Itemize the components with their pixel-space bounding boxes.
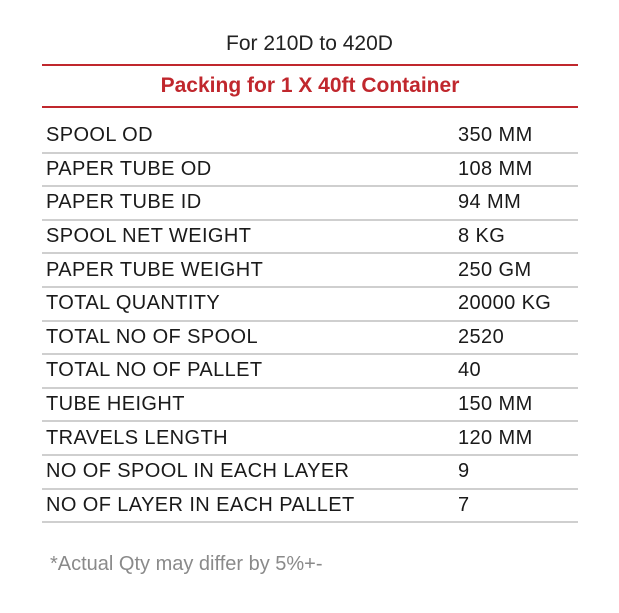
row-label: TOTAL NO OF SPOOL bbox=[46, 325, 259, 348]
table-row bbox=[42, 389, 578, 423]
row-value: 40 bbox=[458, 359, 482, 382]
row-value: 7 bbox=[458, 493, 470, 516]
range-subtitle: For 210D to 420D bbox=[226, 32, 393, 55]
row-value: 94 MM bbox=[458, 191, 522, 214]
row-label: TRAVELS LENGTH bbox=[46, 426, 228, 449]
row-label: PAPER TUBE OD bbox=[46, 157, 212, 180]
row-value: 20000 KG bbox=[458, 292, 552, 315]
table-row bbox=[42, 355, 578, 389]
row-value: 350 MM bbox=[458, 124, 533, 147]
row-label: PAPER TUBE WEIGHT bbox=[46, 258, 264, 281]
row-value: 9 bbox=[458, 460, 470, 483]
table-row bbox=[42, 221, 578, 255]
table-heading: Packing for 1 X 40ft Container bbox=[42, 64, 578, 108]
row-label: SPOOL OD bbox=[46, 124, 153, 147]
row-value: 8 KG bbox=[458, 225, 506, 248]
row-label: NO OF SPOOL IN EACH LAYER bbox=[46, 460, 350, 483]
footnote: *Actual Qty may differ by 5%+- bbox=[50, 553, 323, 575]
row-value: 250 GM bbox=[458, 258, 532, 281]
table-row bbox=[42, 120, 578, 154]
packing-table bbox=[42, 64, 578, 523]
row-value: 150 MM bbox=[458, 393, 533, 416]
table-row bbox=[42, 456, 578, 490]
table-row bbox=[42, 322, 578, 356]
row-label: TOTAL NO OF PALLET bbox=[46, 359, 263, 382]
table-row bbox=[42, 490, 578, 524]
table-row bbox=[42, 187, 578, 221]
row-label: NO OF LAYER IN EACH PALLET bbox=[46, 493, 355, 516]
row-label: SPOOL NET WEIGHT bbox=[46, 225, 252, 248]
table-body bbox=[42, 120, 578, 523]
row-label: TOTAL QUANTITY bbox=[46, 292, 221, 315]
row-value: 120 MM bbox=[458, 426, 533, 449]
table-row bbox=[42, 422, 578, 456]
table-row bbox=[42, 254, 578, 288]
row-label: PAPER TUBE ID bbox=[46, 191, 202, 214]
row-value: 108 MM bbox=[458, 157, 533, 180]
row-label: TUBE HEIGHT bbox=[46, 393, 185, 416]
table-row bbox=[42, 288, 578, 322]
row-value: 2520 bbox=[458, 325, 505, 348]
table-row bbox=[42, 154, 578, 188]
